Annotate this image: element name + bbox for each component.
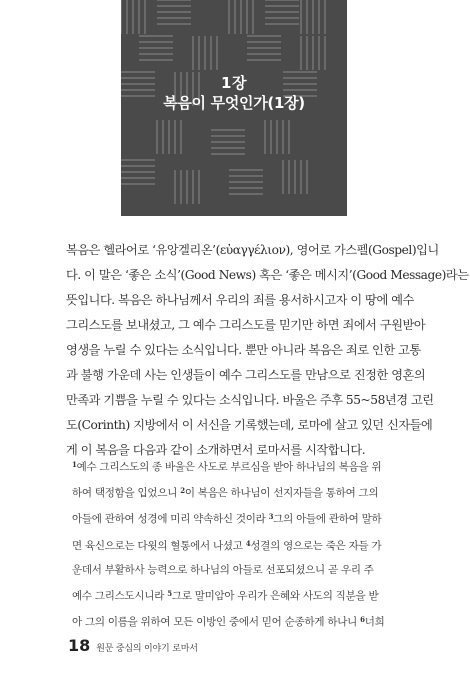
verse-text: 예수 그리스도의 종 바울은 사도로 부르심을 받아 하나님의 복음을 위 [76,461,382,473]
verse-number: 4 [245,538,251,548]
scripture-line [72,505,402,531]
intro-line: 다. 이 말은 ‘좋은 소식’(Good News) 혹은 ‘좋은 메시지’(Good Message)라는 [66,268,469,282]
verse-text: 하여 택정함을 입었으니 [72,487,181,500]
intro-line: 그리스도를 보내셨고, 그 예수 그리스도를 믿기만 하면 죄에서 구원받아 [66,318,426,332]
pattern-motif [211,130,245,154]
page-number: 18 [68,636,91,655]
intro-paragraph [66,238,469,463]
scripture-line [72,582,402,608]
verse-text: 운데서 부활하사 능력으로 하나님의 아들로 선포되셨으니 곧 우리 주 [72,563,374,576]
verse-number: 2 [180,486,185,496]
intro-line: 뜻입니다. 복음은 하나님께서 우리의 죄를 용서하시고자 이 땅에 예수 [66,293,414,307]
intro-line: 도(Corinth) 지방에서 이 서신을 기록했는데, 로마에 살고 있던 신자들에 [66,418,433,432]
pattern-motif [265,0,299,24]
verse-number: 1 [72,460,77,469]
pattern-motif [301,0,325,34]
pattern-motif [301,36,325,70]
pattern-motif [265,120,289,154]
pattern-motif [247,36,281,60]
pattern-motif [121,0,145,34]
chapter-title: 복음이 무엇인가(1장) [163,94,305,112]
verse-text: 이 복음은 하나님이 선지자들을 통하여 그의 [184,487,379,500]
page-footer [68,636,198,656]
pattern-motif [157,0,191,24]
scripture-line [72,479,402,505]
intro-line: 과 불행 가운데 사는 인생들이 예수 그리스도를 만남으로 진정한 영혼의 [66,368,426,382]
intro-line: 게 이 복음을 다음과 같이 소개하면서 로마서를 시작합니다. [66,443,366,457]
verse-text: 너희 [364,616,385,629]
pattern-motif [283,160,307,194]
chapter-number: 1장 [221,74,247,92]
pattern-motif [229,0,253,34]
scripture-quote [72,453,402,634]
running-title: 원문 중심의 이야기 로마서 [96,644,198,654]
verse-text: 예수 그리스도시니라 [72,590,168,603]
pattern-motif [175,170,199,204]
verse-text: 아 그의 이름을 위하여 모든 이방인 중에서 믿어 순종하게 하나니 [72,616,361,629]
verse-text: 아들에 관하여 성경에 미리 약속하신 것이라 [72,513,269,526]
intro-line: 복음은 헬라어로 ‘유앙겔리온’(εὐαγγέλιον), 영어로 가스펠(Gospel)입니 [66,243,439,257]
pattern-motif [157,120,181,154]
scripture-line [72,453,402,479]
verse-number: 5 [167,589,172,599]
pattern-motif [193,36,217,70]
verse-number: 6 [360,615,365,625]
verse-text: 그로 말미암아 우리가 은혜와 사도의 직분을 받 [171,590,379,603]
scripture-line [72,608,402,634]
verse-text: 면 육신으로는 다윗의 혈통에서 나셨고 [72,539,246,552]
pattern-motif [229,170,263,194]
verse-text: 성결의 영으로는 죽은 자들 가 [250,539,382,552]
pattern-motif [121,160,155,184]
intro-line: 만족과 기쁨을 누릴 수 있다는 소식입니다. 바울은 주후 55~58년경 고린 [66,393,434,407]
pattern-motif [139,36,173,60]
scripture-line [72,558,402,582]
intro-line: 영생을 누릴 수 있다는 소식입니다. 뿐만 아니라 복음은 죄로 인한 고통 [66,343,421,357]
verse-text: 그의 아들에 관하여 말하 [273,513,382,526]
verse-number: 3 [268,512,274,522]
scripture-line [72,532,402,558]
